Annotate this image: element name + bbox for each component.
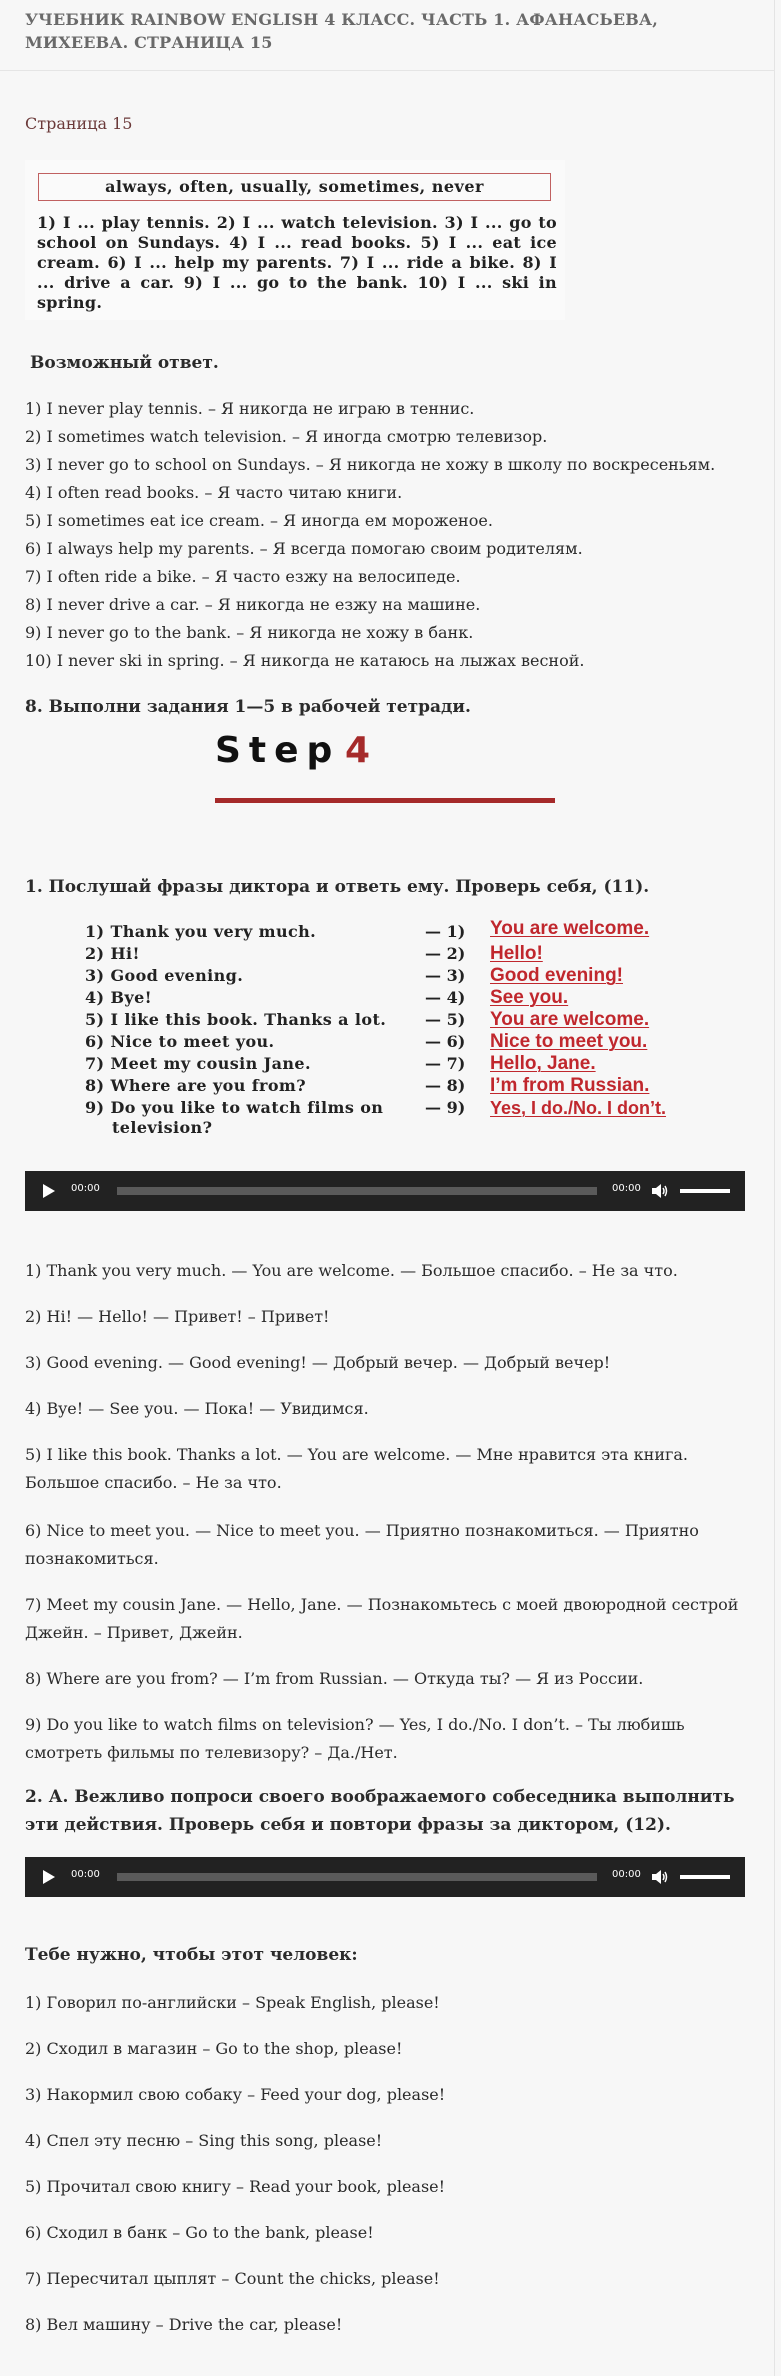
dialogue-question: 2) Hi! [85,944,140,963]
dialogue-row [85,1032,705,1054]
duration: 00:00 [612,1869,641,1880]
play-icon[interactable] [43,1870,55,1884]
current-time: 00:00 [71,1183,100,1194]
dialogue-dash: — 8) [425,1076,466,1095]
progress-rail[interactable] [117,1873,597,1881]
dialogue-response: I’m from Russian. [490,1075,650,1096]
dialogue-row [85,1098,705,1120]
need-heading: Тебе нужно, чтобы этот человек: [25,1945,358,1965]
step-underline [215,798,555,803]
page-title: УЧЕБНИК RAINBOW ENGLISH 4 КЛАСС. ЧАСТЬ 1. АФАНАСЬЕВА, МИХЕЕВА. СТРАНИЦА 15 [25,10,659,52]
dialogue-question: 7) Meet my cousin Jane. [85,1054,311,1073]
request-item: 3) Накормил свою собаку – Feed your dog, please! [25,2085,446,2104]
dialogue-row [85,1118,705,1140]
answer-item: 2) I sometimes watch television. – Я иногда смотрю телевизор. [25,427,548,446]
answer-item: 1) I never play tennis. – Я никогда не играю в теннис. [25,399,475,418]
dialogue-question: 1) Thank you very much. [85,922,317,941]
volume-icon[interactable] [652,1184,668,1198]
audio-player[interactable] [25,1857,745,1897]
dialogue-question: 3) Good evening. [85,966,244,985]
task2-heading-line2: эти действия. Проверь себя и повтори фразы за диктором, (12). [25,1815,671,1835]
translation-item: познакомиться. [25,1549,159,1568]
dialogue-response: Nice to meet you. [490,1031,648,1052]
dialogue-row [85,918,705,944]
audio-player[interactable] [25,1171,745,1211]
dialogue-row [85,966,705,988]
dialogue-dash: — 3) [425,966,466,985]
request-item: 2) Сходил в магазин – Go to the shop, please! [25,2039,403,2058]
dialogue-question: 4) Bye! [85,988,153,1007]
answer-item: 6) I always help my parents. – Я всегда помогаю своим родителям. [25,539,583,558]
dialogue-row [85,1076,705,1098]
answer-item: 10) I never ski in spring. – Я никогда не катаюсь на лыжах весной. [25,651,585,670]
answer-item: 4) I often read books. – Я часто читаю книги. [25,483,403,502]
task8-heading: 8. Выполни задания 1—5 в рабочей тетради. [25,697,471,717]
translation-item: 2) Hi! — Hello! — Привет! – Привет! [25,1307,330,1326]
volume-icon[interactable] [652,1870,668,1884]
dialogue-dash: — 6) [425,1032,466,1051]
dialogue-dash: — 4) [425,988,466,1007]
request-item: 6) Сходил в банк – Go to the bank, please! [25,2223,374,2242]
dialogue-response: Hello! [490,943,543,964]
textbook-exercise-image [25,160,565,320]
dialogue-question-continued: television? [112,1118,213,1137]
translation-item: 6) Nice to meet you. — Nice to meet you. — Приятно познакомиться. — Приятно [25,1521,699,1540]
dialogue-dash: — 7) [425,1054,466,1073]
translation-item: 4) Bye! — See you. — Пока! — Увидимся. [25,1399,369,1418]
step-banner [215,730,555,805]
translation-item: Джейн. – Привет, Джейн. [25,1623,243,1642]
word-box: always, often, usually, sometimes, never [38,173,551,201]
exercise-text: 1) I ... play tennis. 2) I ... watch television. 3) I ... go to school on Sundays. 4) I ... read books. 5) I ... eat ice cream. 6) I ... help my parents. 7) I ... ride a bike. 8) I ... drive a car. 9) I ... go to the bank. 10) I ... ski in spring. [37,213,557,312]
step-number: 4 [345,730,371,771]
dialogue-dash: — 2) [425,944,466,963]
translation-item: 3) Good evening. — Good evening! — Добрый вечер. — Добрый вечер! [25,1353,611,1372]
dialogue-dash: — 9) [425,1098,466,1117]
current-time: 00:00 [71,1869,100,1880]
dialogue-response: You are welcome. [490,918,650,939]
answer-item: 5) I sometimes eat ice cream. – Я иногда ем мороженое. [25,511,493,530]
translation-item: 1) Thank you very much. — You are welcome. — Большое спасибо. – Не за что. [25,1261,678,1280]
play-icon[interactable] [43,1184,55,1198]
dialogue-dash: — 1) [425,922,466,941]
task2-heading-line1: 2. А. Вежливо попроси своего воображаемого собеседника выполнить [25,1787,735,1807]
request-item: 4) Спел эту песню – Sing this song, please! [25,2131,383,2150]
task1-heading: 1. Послушай фразы диктора и ответь ему. Проверь себя, (11). [25,877,650,897]
translation-item: 9) Do you like to watch films on television? — Yes, I do./No. I don’t. – Ты любишь [25,1715,685,1734]
dialogue-question: 6) Nice to meet you. [85,1032,275,1051]
dialogue-image [85,918,705,1150]
progress-rail[interactable] [117,1187,597,1195]
translation-item: Большое спасибо. – Не за что. [25,1473,282,1492]
volume-slider[interactable] [680,1189,730,1193]
dialogue-response: Yes, I do./No. I don’t. [490,1098,667,1118]
dialogue-row [85,988,705,1010]
page-label: Страница 15 [25,114,133,133]
request-item: 5) Прочитал свою книгу – Read your book, please! [25,2177,446,2196]
dialogue-row [85,944,705,966]
answer-item: 9) I never go to the bank. – Я никогда не хожу в банк. [25,623,474,642]
translation-item: смотреть фильмы по телевизору? – Да./Нет. [25,1743,398,1762]
dialogue-question: 5) I like this book. Thanks a lot. [85,1010,387,1029]
dialogue-response: Hello, Jane. [490,1053,596,1074]
translation-item: 7) Meet my cousin Jane. — Hello, Jane. — Познакомьтесь с моей двоюродной сестрой [25,1595,739,1614]
dialogue-question: 9) Do you like to watch films on [85,1098,384,1117]
dialogue-question: 8) Where are you from? [85,1076,307,1095]
dialogue-row [85,1054,705,1076]
volume-slider[interactable] [680,1875,730,1879]
dialogue-dash: — 5) [425,1010,466,1029]
page-header [0,0,775,71]
request-item: 8) Вел машину – Drive the car, please! [25,2315,343,2334]
page-right-border [774,0,775,2376]
possible-answer-heading: Возможный ответ. [30,353,219,373]
step-word: Step [215,730,341,771]
answer-item: 8) I never drive a car. – Я никогда не езжу на машине. [25,595,481,614]
dialogue-response: Good evening! [490,965,623,986]
request-item: 7) Пересчитал цыплят – Count the chicks, please! [25,2269,440,2288]
answer-item: 3) I never go to school on Sundays. – Я никогда не хожу в школу по воскресеньям. [25,455,716,474]
request-item: 1) Говорил по-английски – Speak English, please! [25,1993,440,2012]
dialogue-response: See you. [490,987,569,1008]
dialogue-response: You are welcome. [490,1009,650,1030]
dialogue-row [85,1010,705,1032]
answer-item: 7) I often ride a bike. – Я часто езжу на велосипеде. [25,567,461,586]
duration: 00:00 [612,1183,641,1194]
translation-item: 5) I like this book. Thanks a lot. — You are welcome. — Мне нравится эта книга. [25,1445,688,1464]
translation-item: 8) Where are you from? — I’m from Russian. — Откуда ты? — Я из России. [25,1669,644,1688]
